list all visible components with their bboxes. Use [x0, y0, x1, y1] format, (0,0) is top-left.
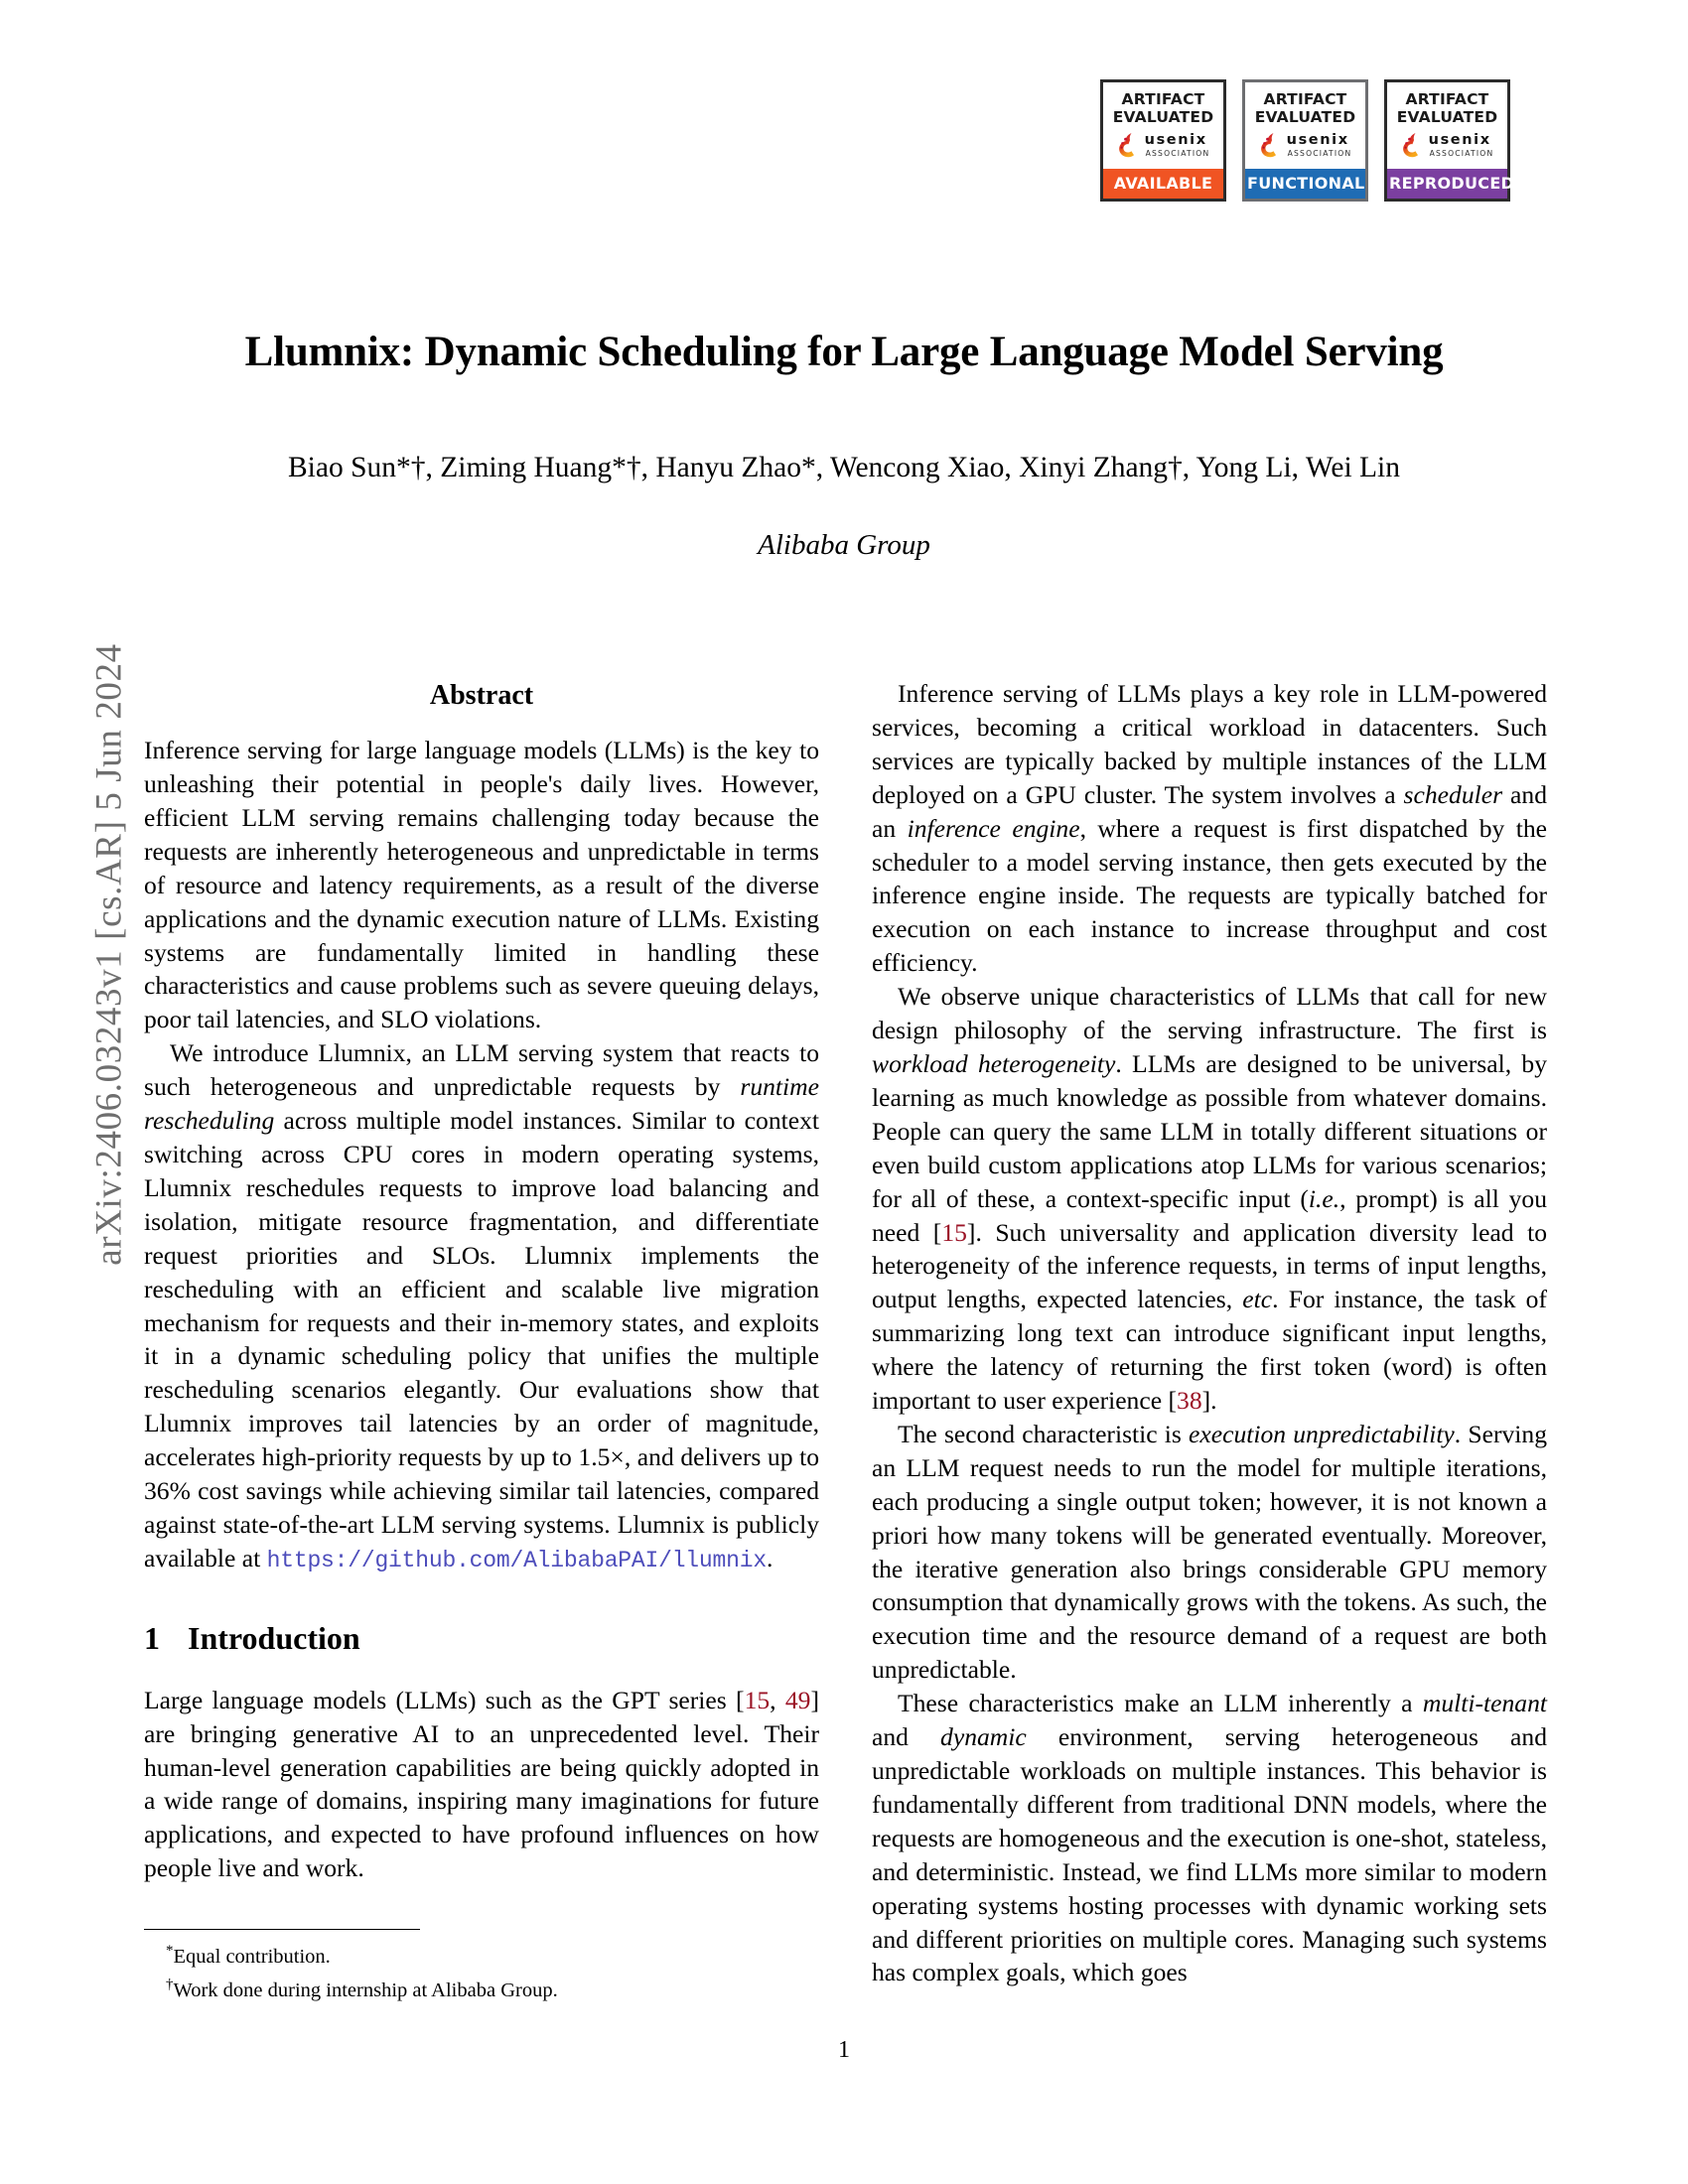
- rp2-emphasis-etc: etc: [1242, 1285, 1273, 1314]
- rp1-emphasis-scheduler: scheduler: [1403, 779, 1503, 809]
- badge-top-available: [1103, 82, 1223, 169]
- usenix-name: usenix: [1428, 132, 1491, 149]
- badge-top-reproduced: [1387, 82, 1507, 169]
- rp2-part-d: ]. Such universality and application diversity lead to heterogeneity of the inference requests, in terms of input lengths, output lengths, expected latencies,: [872, 1217, 1547, 1314]
- section-number: 1: [144, 1620, 160, 1657]
- citation-49[interactable]: 49: [784, 1685, 811, 1714]
- introduction-paragraph-1: [144, 1684, 819, 1885]
- rp1-part-a: Inference serving of LLMs plays a key role in LLM-powered services, becoming a critical workload in datacenters. Such services are typically backed by multiple instances of the LLM deployed on a GPU cluster. The system involves a: [872, 679, 1547, 809]
- rp2-emphasis-workload-heterogeneity: workload heterogeneity: [872, 1048, 1116, 1078]
- usenix-flame-icon: [1117, 132, 1142, 159]
- rp4-emphasis-dynamic: dynamic: [940, 1722, 1027, 1752]
- badge-status-reproduced: REPRODUCED: [1387, 169, 1507, 199]
- badge-top-functional: [1245, 82, 1365, 169]
- abstract-p2-emphasis: runtime rescheduling: [144, 1072, 819, 1136]
- rp3-part-a: The second characteristic is: [898, 1419, 1190, 1448]
- rp4-part-b: and: [872, 1722, 941, 1752]
- badge-line-evaluated: EVALUATED: [1112, 108, 1214, 127]
- right-paragraph-3: [872, 1418, 1547, 1687]
- intro-p1-part-b: ] are bringing generative AI to an unprecedented level. Their human-level generation capabilities are being quickly adopted in a wide range of domains, inspiring many imaginations for future applications, and expected to have profound influences on how people live and work.: [144, 1685, 819, 1883]
- footnote-text-2: Work done during internship at Alibaba Group.: [173, 1979, 558, 2001]
- citation-38[interactable]: 38: [1177, 1386, 1202, 1416]
- right-column: [872, 677, 1547, 1989]
- author-list: Biao Sun*†, Ziming Huang*†, Hanyu Zhao*, Wencong Xiao, Xinyi Zhang†, Yong Li, Wei Lin: [288, 452, 1400, 483]
- abstract-heading: Abstract: [429, 680, 534, 711]
- citation-15[interactable]: 15: [744, 1685, 771, 1714]
- rp1-part-mid: and an: [872, 779, 1547, 843]
- artifact-badge-functional: [1242, 79, 1368, 202]
- badge-line-artifact: ARTIFACT: [1263, 90, 1347, 108]
- rp4-emphasis-multitenant: multi-tenant: [1422, 1689, 1547, 1718]
- section-heading-introduction: [144, 1617, 819, 1659]
- footnote-rule: [144, 1929, 420, 1930]
- abstract-paragraph-1: Inference serving for large language models (LLMs) is the key to unleashing their potential in people's daily lives. However, efficient LLM serving remains challenging today because the requests are inherently heterogeneous and unpredictable in terms of resource and latency requirements, as a result of the diverse applications and the dynamic execution nature of LLMs. Existing systems are fundamentally limited in handling these characteristics and cause problems such as severe queuing delays, poor tail latencies, and SLO violations.: [144, 736, 819, 1034]
- usenix-flame-icon: [1401, 132, 1426, 159]
- footnote-internship: [166, 1975, 819, 2005]
- abstract-p2-period: .: [766, 1543, 774, 1572]
- citation-separator: ,: [770, 1685, 785, 1714]
- rp4-part-a: These characteristics make an LLM inherently a: [898, 1689, 1423, 1718]
- badge-line-artifact: ARTIFACT: [1121, 90, 1205, 108]
- llumnix-repo-link[interactable]: https://github.com/AlibabaPAI/llumnix: [266, 1547, 767, 1573]
- rp1-part-end: , where a request is first dispatched by the scheduler to a model serving instance, then gets executed by the inference engine inside. The requests are typically batched for execution on each instance to increase throughput and cost efficiency.: [872, 813, 1548, 978]
- rp1-emphasis-inference-engine: inference engine: [907, 813, 1080, 843]
- usenix-wordmark: [1429, 133, 1494, 157]
- footnote-mark-dagger: †: [166, 1976, 174, 1992]
- abstract-p2-part-b: across multiple model instances. Similar to context switching across CPU cores in modern operating systems, Llumnix reschedules requests to improve load balancing and isolation, mitigate resource fragmentation, and differentiate request priorities and SLOs. Llumnix implements the rescheduling with an efficient and scalable live migration mechanism for requests and their in-memory states, and exploits it in a dynamic scheduling policy that unifies the multiple rescheduling scenarios elegantly. Our evaluations show that Llumnix improves tail latencies by an order of magnitude, accelerates high-priority requests by up to 1.5×, and delivers up to 36% cost savings while achieving similar tail latencies, compared against state-of-the-art LLM serving systems. Llumnix is publicly available at: [144, 1106, 819, 1572]
- usenix-wordmark: [1287, 133, 1352, 157]
- page-number: 1: [838, 2037, 850, 2063]
- usenix-association: ASSOCIATION: [1429, 148, 1494, 158]
- artifact-badge-group: [1100, 79, 1515, 202]
- section-title: Introduction: [188, 1620, 360, 1657]
- intro-p1-part-a: Large language models (LLMs) such as the GPT series [: [144, 1685, 745, 1714]
- rp4-part-c: environment, serving heterogeneous and unpredictable workloads on multiple instances. This behavior is fundamentally different from traditional DNN models, where the requests are homogeneous and the execution is one-shot, stateless, and deterministic. Instead, we find LLMs more similar to modern operating systems hosting processes with dynamic working sets and different priorities on multiple cores. Managing such systems has complex goals, which goes: [872, 1722, 1547, 1987]
- usenix-flame-icon: [1259, 132, 1284, 159]
- right-paragraph-4: [872, 1687, 1547, 1989]
- artifact-badge-available: [1100, 79, 1226, 202]
- affiliation: Alibaba Group: [758, 529, 930, 561]
- footnote-equal-contribution: [166, 1941, 819, 1972]
- usenix-logo-row: [1391, 132, 1503, 159]
- rp2-part-e: . For instance, the task of summarizing long text can introduce significant input lengths, where the latency of returning the first token (word) is often important to user experience [: [872, 1285, 1548, 1416]
- usenix-association: ASSOCIATION: [1145, 148, 1210, 158]
- footnote-block: [144, 1929, 819, 2007]
- rp2-part-b: . LLMs are designed to be universal, by learning as much knowledge as possible from whatever domains. People can query the same LLM in totally different situations or even build custom applications atop LLMs for various scenarios; for all of these, a context-specific input (: [872, 1048, 1548, 1213]
- citation-15[interactable]: 15: [941, 1217, 967, 1247]
- rp2-emphasis-ie: i.e.: [1308, 1183, 1340, 1213]
- paper-title: Llumnix: Dynamic Scheduling for Large Language Model Serving: [244, 329, 1444, 375]
- rp2-part-c: , prompt) is all you need [: [872, 1183, 1547, 1247]
- badge-line-evaluated: EVALUATED: [1396, 108, 1498, 127]
- footnote-text-1: Equal contribution.: [173, 1945, 331, 1968]
- arxiv-identifier-stamp: arXiv:2406.03243v1 [cs.AR] 5 Jun 2024: [88, 643, 130, 1266]
- abstract-paragraph-2: [144, 1036, 819, 1575]
- artifact-badge-reproduced: [1384, 79, 1515, 202]
- usenix-wordmark: [1145, 133, 1210, 157]
- usenix-name: usenix: [1144, 132, 1207, 149]
- badge-line-evaluated: EVALUATED: [1254, 108, 1356, 127]
- left-column: [144, 677, 819, 1885]
- footnote-mark-asterisk: *: [166, 1943, 174, 1959]
- rp2-part-a: We observe unique characteristics of LLMs that call for new design philosophy of the serving infrastructure. The first is: [872, 982, 1547, 1045]
- abstract-p2-part-a: We introduce Llumnix, an LLM serving system that reacts to such heterogeneous and unpredictable requests by: [144, 1038, 819, 1102]
- rp2-part-f: ].: [1201, 1386, 1217, 1416]
- right-paragraph-1: [872, 677, 1547, 980]
- usenix-name: usenix: [1286, 132, 1349, 149]
- rp3-emphasis-execution-unpredictability: execution unpredictability: [1189, 1419, 1455, 1448]
- badge-status-functional: FUNCTIONAL: [1245, 169, 1365, 199]
- rp3-part-b: . Serving an LLM request needs to run the model for multiple iterations, each producing a single output token; however, it is not known a priori how many tokens will be generated eventually. Moreover, the iterative generation also brings considerable GPU memory consumption that dynamically grows with the tokens. As such, the execution time and the resource demand of a request are both unpredictable.: [872, 1419, 1547, 1685]
- badge-line-artifact: ARTIFACT: [1405, 90, 1489, 108]
- right-paragraph-2: [872, 980, 1547, 1418]
- badge-status-available: AVAILABLE: [1103, 169, 1223, 199]
- usenix-logo-row: [1249, 132, 1361, 159]
- usenix-logo-row: [1107, 132, 1219, 159]
- usenix-association: ASSOCIATION: [1287, 148, 1352, 158]
